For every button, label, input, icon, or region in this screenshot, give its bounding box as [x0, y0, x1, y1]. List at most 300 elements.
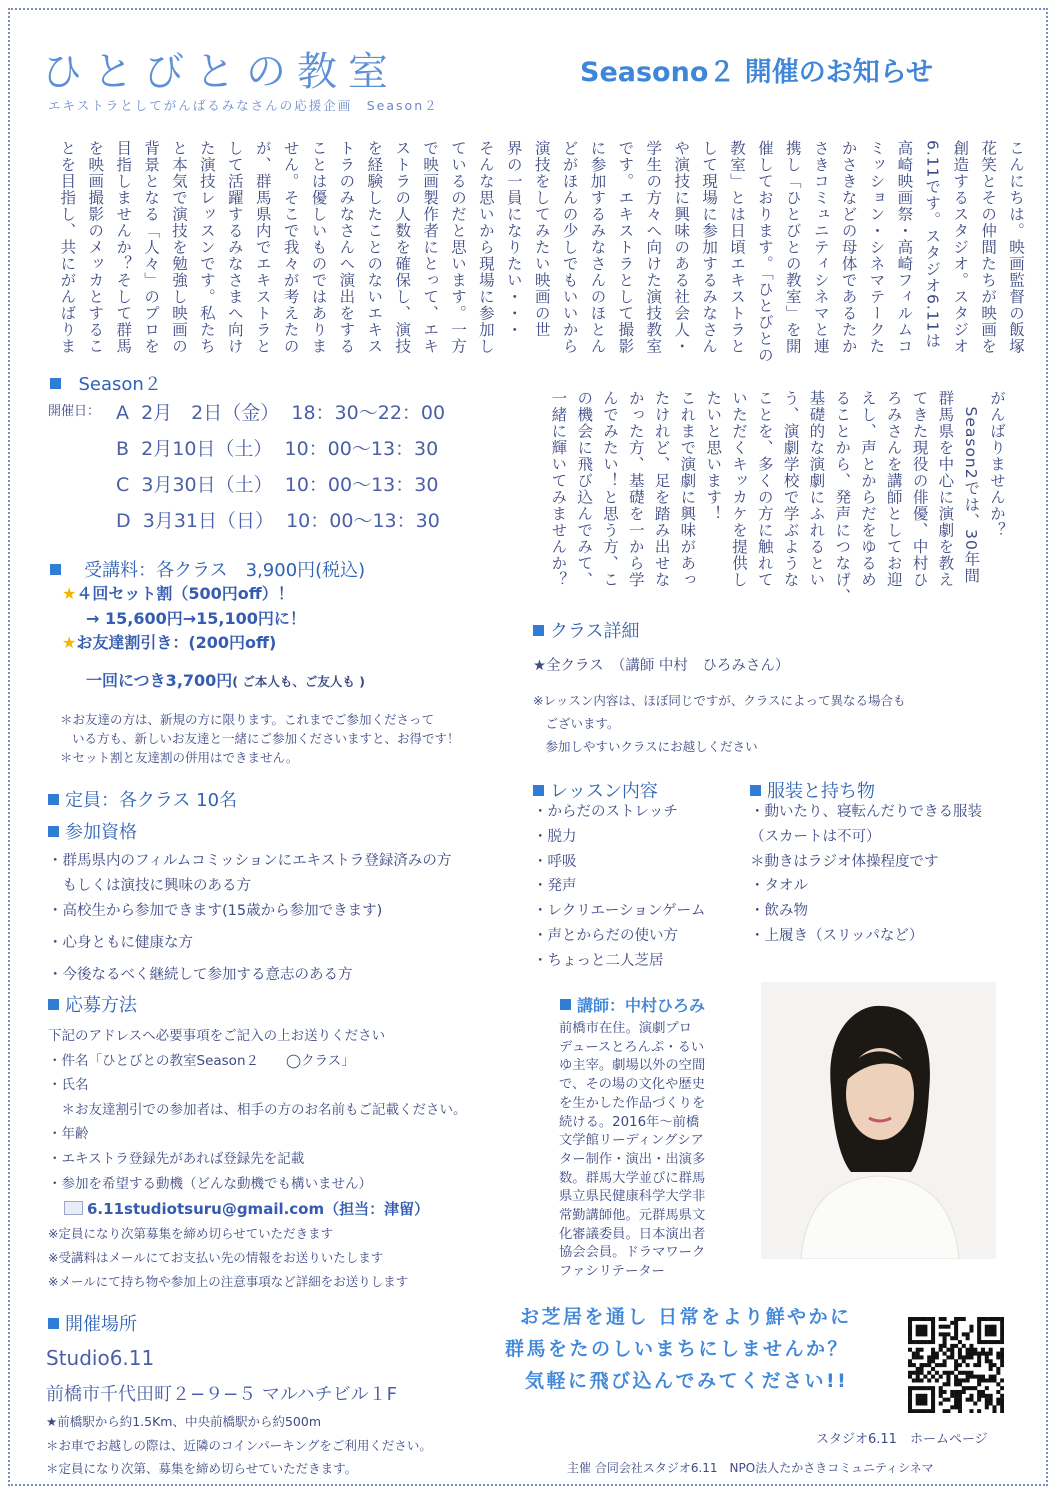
qr-module: [977, 1390, 981, 1394]
qr-module: [958, 1352, 962, 1356]
qr-module: [931, 1321, 935, 1325]
capacity-heading: 定員：各クラス 10名: [48, 786, 237, 812]
qr-module: [1000, 1352, 1004, 1356]
qr-module: [954, 1336, 958, 1340]
qr-module: [939, 1344, 943, 1348]
slogan-line: お芝居を通し 日常をより鮮やかに: [520, 1306, 852, 1328]
qr-module: [939, 1386, 943, 1390]
qr-module: [946, 1371, 950, 1375]
qr-module: [954, 1378, 958, 1382]
qr-module: [927, 1386, 931, 1390]
qr-module: [966, 1375, 970, 1379]
qr-module: [989, 1367, 993, 1371]
qr-module: [989, 1348, 993, 1352]
lesson-item: ・ちょっと二人芝居: [533, 952, 664, 969]
qr-module: [985, 1405, 989, 1409]
intro-column: 創造するスタジオ。スタジオ: [951, 140, 970, 355]
intro-column: たいと思います！: [704, 390, 723, 522]
qr-module: [958, 1371, 962, 1375]
qr-module: [958, 1340, 962, 1344]
qr-module: [973, 1352, 977, 1356]
intro-column: 教室」とは日頃エキストラと: [728, 140, 746, 355]
qr-module: [981, 1394, 985, 1398]
qr-module: [985, 1325, 989, 1329]
qr-module: [916, 1340, 920, 1344]
qr-module: [996, 1382, 1000, 1386]
email-row: 6.11studiotsuru@gmail.com（担当：津留）: [64, 1198, 429, 1219]
qr-module: [1000, 1317, 1004, 1321]
qr-module: [985, 1317, 989, 1321]
intro-column: とを目指し、共にがんばりま: [58, 140, 77, 355]
qr-module: [916, 1386, 920, 1390]
qr-module: [977, 1378, 981, 1382]
qr-module: [969, 1348, 973, 1352]
qr-module: [989, 1329, 993, 1333]
qr-module: [908, 1394, 912, 1398]
lesson-item: ・呼吸: [533, 853, 577, 870]
qr-module: [927, 1363, 931, 1367]
qr-module: [969, 1329, 973, 1333]
intro-column: う、演劇学校で学ぶような: [781, 390, 800, 588]
venue-address: 前橋市千代田町２−９−５ マルハチビル１F: [46, 1384, 397, 1405]
qr-module: [1000, 1340, 1004, 1344]
qr-module: [908, 1359, 912, 1363]
qr-module: [985, 1355, 989, 1359]
qr-module: [916, 1409, 920, 1413]
intro-column: ているのだと思います。一方: [449, 140, 467, 355]
qr-module: [996, 1355, 1000, 1359]
lesson-item: ・からだのストレッチ: [533, 804, 678, 820]
qr-module: [931, 1405, 935, 1409]
qr-module: [954, 1382, 958, 1386]
qr-module: [996, 1398, 1000, 1402]
qr-module: [977, 1352, 981, 1356]
slogan-line: 気軽に飛び込んでみてください!!: [525, 1370, 849, 1392]
qr-module: [916, 1332, 920, 1336]
clothing-item: ＊動きはラジオ体操程度です: [750, 853, 939, 870]
intro-column: が、群馬県内でエキストラと: [253, 140, 272, 355]
qr-module: [908, 1336, 912, 1340]
qr-module: [916, 1398, 920, 1402]
qr-module: [973, 1363, 977, 1367]
intro-column: てきた現役の俳優、中村ひ: [910, 390, 929, 588]
qr-module: [966, 1336, 970, 1340]
class-detail-all: ★全クラス （講師 中村 ひろみさん）: [533, 658, 790, 674]
qr-module: [962, 1390, 966, 1394]
qr-module: [977, 1409, 981, 1413]
intro-column: ストラの人数を確保し、演技: [393, 140, 412, 355]
qr-module: [931, 1336, 935, 1340]
qr-module: [966, 1398, 970, 1402]
qr-module: [908, 1325, 912, 1329]
qr-module: [958, 1378, 962, 1382]
qr-module: [946, 1398, 950, 1402]
instructor-photo: [761, 982, 996, 1259]
qr-module: [908, 1321, 912, 1325]
qr-module: [939, 1375, 943, 1379]
qr-module: [954, 1390, 958, 1394]
qr-module: [954, 1363, 958, 1367]
qr-module: [962, 1332, 966, 1336]
qr-module: [931, 1352, 935, 1356]
qr-module: [969, 1355, 973, 1359]
qr-module: [981, 1348, 985, 1352]
qr-module: [985, 1386, 989, 1390]
qr-module: [923, 1398, 927, 1402]
intro-column: た演技レッスンです。私たち: [197, 140, 216, 355]
qr-module: [916, 1401, 920, 1405]
apply-lines: 下記のアドレスへ必要事項をご記入の上お送りください ・件名「ひとびとの教室Season２ ◯クラス」 ・氏名 ＊お友達割引での参加者は、相手の方のお名前もご記載ください。 ・年齢 ・エキストラ登録先があれば登録先を記載 ・参加を希望する動機（どんな動機でも構いません）: [48, 1028, 467, 1192]
qr-module: [923, 1363, 927, 1367]
square-bullet-icon: [48, 999, 59, 1010]
qr-module: [992, 1340, 996, 1344]
qr-module: [977, 1363, 981, 1367]
announcement-title: Seasono２ 開催のお知らせ: [580, 57, 933, 88]
qr-module: [958, 1355, 962, 1359]
qr-module: [985, 1401, 989, 1405]
qr-module: [950, 1405, 954, 1409]
venue-heading: 開催場所: [48, 1310, 137, 1336]
qr-module: [958, 1363, 962, 1367]
qr-module: [954, 1321, 958, 1325]
qr-module: [935, 1363, 939, 1367]
qr-module: [969, 1398, 973, 1402]
intro-column: で映画製作者にとって、エキ: [421, 140, 440, 355]
bio-line: 協会会員。ドラマワーク: [559, 1245, 706, 1261]
qr-module: [1000, 1348, 1004, 1352]
qr-module: [931, 1386, 935, 1390]
qr-module: [912, 1352, 916, 1356]
intro-column: 界の一員になりたい・・・: [504, 140, 523, 338]
qr-module: [920, 1363, 924, 1367]
qr-module: [950, 1344, 954, 1348]
qr-module: [908, 1371, 912, 1375]
qr-module: [977, 1375, 981, 1379]
homepage-label[interactable]: スタジオ6.11 ホームページ: [816, 1432, 988, 1447]
set-discount-detail: → 15,600円→15,100円に！: [86, 609, 306, 628]
qr-module: [989, 1375, 993, 1379]
intro-column: です。エキストラとして撮影: [616, 140, 635, 355]
qr-module: [954, 1317, 958, 1321]
intro-column: 高崎映画祭・高崎フィルムコ: [895, 140, 914, 355]
qr-module: [958, 1409, 962, 1413]
intro-column: ことを、多くの方に触れて: [755, 390, 774, 588]
qr-module: [908, 1317, 912, 1321]
qr-module: [989, 1332, 993, 1336]
qr-module: [1000, 1325, 1004, 1329]
qr-module: [985, 1394, 989, 1398]
qr-module: [1000, 1332, 1004, 1336]
square-bullet-icon: [50, 564, 61, 575]
qr-module: [916, 1317, 920, 1321]
qr-module: [923, 1329, 927, 1333]
qr-module: [927, 1355, 931, 1359]
qr-module: [954, 1394, 958, 1398]
intro-column: トラのみなさんへ演出をする: [337, 140, 356, 355]
qr-module: [977, 1340, 981, 1344]
qr-module: [939, 1325, 943, 1329]
qr-module: [916, 1348, 920, 1352]
qr-module: [966, 1371, 970, 1375]
qr-module: [939, 1390, 943, 1394]
qr-module: [981, 1378, 985, 1382]
qr-module: [946, 1409, 950, 1413]
qr-module: [1000, 1386, 1004, 1390]
bio-line: デュースとろんぷ・るい: [559, 1039, 705, 1055]
qr-module: [989, 1325, 993, 1329]
qr-module: [931, 1375, 935, 1379]
qr-module: [962, 1317, 966, 1321]
qr-module: [985, 1332, 989, 1336]
qr-module: [920, 1367, 924, 1371]
qr-module: [954, 1344, 958, 1348]
instructor-bio: [559, 1020, 705, 1282]
qr-module: [950, 1336, 954, 1340]
square-bullet-icon: [48, 826, 59, 837]
qr-module: [912, 1371, 916, 1375]
qr-module: [992, 1378, 996, 1382]
qr-module: [992, 1329, 996, 1333]
qr-module: [923, 1332, 927, 1336]
qr-module: [935, 1371, 939, 1375]
clothing-list: [750, 800, 982, 949]
qr-module: [912, 1355, 916, 1359]
page-subtitle: エキストラとしてがんばるみなさんの応援企画 Season２: [48, 98, 439, 113]
qr-module: [931, 1355, 935, 1359]
square-bullet-icon: [533, 625, 544, 636]
qr-module: [969, 1375, 973, 1379]
qr-module: [943, 1382, 947, 1386]
qr-module: [908, 1405, 912, 1409]
lesson-item: ・声とからだの使い方: [533, 927, 678, 944]
eligibility-item: もしくは演技に興味のある方: [48, 878, 251, 894]
lesson-item: ・レクリエーションゲーム: [533, 903, 706, 920]
qr-module: [985, 1359, 989, 1363]
bio-line: 化審議委員。日本演出者: [559, 1226, 706, 1242]
schedule-label: 開催日：: [48, 404, 101, 419]
qr-module: [950, 1390, 954, 1394]
qr-module: [935, 1378, 939, 1382]
qr-module: [992, 1409, 996, 1413]
qr-module: [943, 1332, 947, 1336]
qr-module: [931, 1401, 935, 1405]
email-link[interactable]: 6.11studiotsuru@gmail.com: [87, 1200, 325, 1218]
qr-module: [923, 1340, 927, 1344]
intro-column: ことは優しいものではありま: [309, 140, 328, 355]
qr-module: [946, 1325, 950, 1329]
qr-module: [958, 1398, 962, 1402]
intro-column: ることから、発声につなげ、: [833, 390, 852, 605]
qr-module: [958, 1382, 962, 1386]
qr-module: [985, 1352, 989, 1356]
qr-module: [996, 1401, 1000, 1405]
qr-module: [1000, 1394, 1004, 1398]
qr-module: [962, 1359, 966, 1363]
qr-module: [920, 1409, 924, 1413]
clothing-item: ・タオル: [750, 878, 808, 895]
qr-module: [920, 1355, 924, 1359]
qr-module: [943, 1325, 947, 1329]
qr-module: [946, 1375, 950, 1379]
qr-module: [943, 1398, 947, 1402]
venue-access: ★前橋駅から約1.5Km、中央前橋駅から約500m: [46, 1414, 321, 1429]
intro-column: せん。そこで我々が考えたの: [281, 140, 300, 355]
qr-module: [923, 1394, 927, 1398]
qr-module: [943, 1359, 947, 1363]
qr-module: [950, 1355, 954, 1359]
bio-line: 続ける。2016年〜前橋: [559, 1114, 700, 1130]
intro-column: いただくキッカケを提供し: [730, 390, 748, 588]
qr-module: [927, 1371, 931, 1375]
venue-name: Studio6.11: [46, 1346, 155, 1370]
qr-module: [931, 1329, 935, 1333]
qr-module: [935, 1352, 939, 1356]
bio-line: 数。群馬大学並びに群馬: [559, 1170, 706, 1186]
qr-module: [989, 1398, 993, 1402]
qr-module: [916, 1352, 920, 1356]
class-detail-heading: クラス詳細: [533, 617, 639, 643]
qr-module: [1000, 1398, 1004, 1402]
mail-icon: [64, 1201, 83, 1215]
qr-module: [1000, 1329, 1004, 1333]
qr-module: [920, 1317, 924, 1321]
qr-module: [969, 1352, 973, 1356]
qr-module: [920, 1378, 924, 1382]
intro-column: 携し「ひとびとの教室」を開: [783, 140, 802, 355]
qr-module: [966, 1332, 970, 1336]
intro-column: と本気で演技を勉強し映画の: [170, 140, 188, 355]
qr-module: [973, 1348, 977, 1352]
qr-module: [969, 1344, 973, 1348]
qr-module: [927, 1378, 931, 1382]
qr-module: [996, 1317, 1000, 1321]
qr-module: [920, 1394, 924, 1398]
intro-column: 背景となる「人々」のプロを: [142, 140, 161, 355]
qr-code[interactable]: [908, 1317, 1004, 1413]
clothing-item: （スカートは不可）: [750, 828, 881, 845]
bio-line: ファシリテーター: [559, 1264, 665, 1280]
intro-column: んでみたい！と思う方、こ: [601, 390, 619, 588]
lessons-heading: レッスン内容: [533, 777, 658, 803]
qr-module: [977, 1329, 981, 1333]
apply-heading: 応募方法: [48, 991, 137, 1017]
qr-module: [908, 1340, 912, 1344]
schedule-row: B 2月10日（土） 10：00〜13：30: [116, 438, 439, 460]
qr-module: [939, 1394, 943, 1398]
qr-module: [1000, 1409, 1004, 1413]
intro-column: かさきなどの母体であるたか: [839, 140, 858, 355]
qr-module: [939, 1332, 943, 1336]
intro-column: たけれど、足を踏み出せな: [652, 390, 671, 588]
qr-module: [985, 1378, 989, 1382]
qr-module: [996, 1390, 1000, 1394]
qr-module: [1000, 1359, 1004, 1363]
square-bullet-icon: [533, 785, 544, 796]
qr-module: [943, 1340, 947, 1344]
qr-module: [958, 1394, 962, 1398]
qr-module: [954, 1367, 958, 1371]
qr-module: [958, 1317, 962, 1321]
eligibility-item: ・高校生から参加できます(15歳から参加できます): [48, 903, 383, 919]
qr-module: [912, 1317, 916, 1321]
eligibility-item: ・群馬県内のフィルムコミッションにエキストラ登録済みの方: [48, 853, 452, 869]
eligibility-heading: 参加資格: [48, 818, 137, 844]
intro-column: して現場に参加するみなさん: [700, 140, 719, 355]
qr-module: [920, 1340, 924, 1344]
qr-module: [908, 1329, 912, 1333]
qr-module: [920, 1329, 924, 1333]
instructor-heading: 講師：中村ひろみ: [560, 993, 705, 1016]
bio-line: ター制作・演出・出演多: [559, 1151, 706, 1167]
qr-module: [969, 1371, 973, 1375]
qr-module: [985, 1340, 989, 1344]
qr-module: [950, 1394, 954, 1398]
intro-column: 目指しませんか？そして群馬: [114, 140, 133, 355]
lesson-item: ・脱力: [533, 828, 577, 845]
intro-column: Season2では、30年間: [962, 390, 981, 584]
qr-module: [969, 1394, 973, 1398]
qr-module: [977, 1325, 981, 1329]
qr-module: [962, 1344, 966, 1348]
qr-module: [943, 1352, 947, 1356]
intro-column: えし、声とからだをゆるめ: [859, 390, 877, 588]
qr-module: [950, 1352, 954, 1356]
eligibility-item: ・心身ともに健康な方: [48, 935, 193, 951]
qr-module: [908, 1409, 912, 1413]
square-bullet-icon: [50, 378, 61, 389]
qr-module: [920, 1398, 924, 1402]
qr-module: [954, 1329, 958, 1333]
bio-line: で、その場の文化や歴史: [559, 1077, 705, 1093]
portrait-image: [761, 982, 996, 1259]
qr-module: [981, 1340, 985, 1344]
qr-module: [950, 1321, 954, 1325]
qr-module: [946, 1382, 950, 1386]
lesson-item: ・発声: [533, 878, 577, 895]
qr-module: [908, 1375, 912, 1379]
qr-module: [931, 1390, 935, 1394]
qr-module: [1000, 1321, 1004, 1325]
qr-module: [908, 1398, 912, 1402]
intro-column: かった方、基礎を一から学: [626, 390, 645, 588]
qr-module: [923, 1325, 927, 1329]
qr-module: [916, 1325, 920, 1329]
qr-module: [916, 1367, 920, 1371]
qr-module: [992, 1405, 996, 1409]
intro-column: これまで演劇に興味があっ: [678, 390, 697, 588]
qr-module: [923, 1375, 927, 1379]
qr-module: [939, 1401, 943, 1405]
qr-module: [923, 1409, 927, 1413]
qr-module: [989, 1317, 993, 1321]
qr-module: [920, 1401, 924, 1405]
qr-module: [966, 1378, 970, 1382]
qr-module: [939, 1317, 943, 1321]
bio-line: ゆ主宰。劇場以外の空間: [559, 1058, 706, 1074]
qr-module: [996, 1367, 1000, 1371]
qr-module: [954, 1359, 958, 1363]
intro-column: 6.11です。スタジオ6.11は: [923, 140, 942, 350]
bio-line: 常勤講師他。元群馬県文: [559, 1208, 706, 1224]
qr-module: [989, 1401, 993, 1405]
qr-module: [931, 1340, 935, 1344]
qr-module: [920, 1325, 924, 1329]
qr-module: [966, 1352, 970, 1356]
qr-module: [946, 1348, 950, 1352]
qr-module: [912, 1409, 916, 1413]
qr-module: [916, 1329, 920, 1333]
qr-module: [943, 1371, 947, 1375]
